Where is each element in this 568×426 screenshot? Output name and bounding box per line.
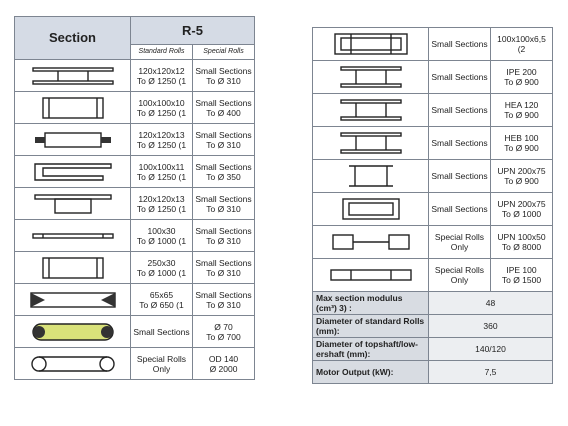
hea-roll-icon	[313, 94, 429, 127]
standard-rolls-cell: Small Sections	[131, 316, 193, 348]
special-rolls-cell: HEB 100 To Ø 900	[491, 127, 553, 160]
channel-roll-icon	[15, 156, 131, 188]
ipe-box-roll-icon	[313, 28, 429, 61]
section-header: Section	[15, 17, 131, 60]
spec-label: Diameter of topshaft/low- ershaft (mm):	[313, 338, 429, 361]
square-bar-roll-icon	[15, 252, 131, 284]
standard-rolls-cell: Small Sections	[429, 127, 491, 160]
upn-box-roll-icon	[313, 193, 429, 226]
wide-flange-roll-icon	[15, 60, 131, 92]
standard-rolls-cell: 100x30 To Ø 1000 (1	[131, 220, 193, 252]
spec-row	[313, 361, 553, 384]
standard-rolls-cell: 120x120x12 To Ø 1250 (1	[131, 60, 193, 92]
angle-roll-icon	[15, 124, 131, 156]
spec-label: Diameter of standard Rolls (mm):	[313, 315, 429, 338]
heb-roll-icon	[313, 127, 429, 160]
special-rolls-cell: Small Sections To Ø 310	[193, 60, 255, 92]
section-row	[15, 124, 255, 156]
special-rolls-cell: Small Sections To Ø 310	[193, 124, 255, 156]
flat-bar-roll-icon	[15, 220, 131, 252]
standard-rolls-cell: Special Rolls Only	[131, 348, 193, 380]
section-row	[313, 61, 553, 94]
section-row	[313, 259, 553, 292]
special-rolls-cell: Small Sections To Ø 310	[193, 284, 255, 316]
box-roll-icon	[15, 92, 131, 124]
standard-rolls-subheader: Standard Rolls	[131, 45, 193, 60]
section-row	[15, 284, 255, 316]
spec-value: 7,5	[429, 361, 553, 384]
standard-rolls-cell: 120x120x13 To Ø 1250 (1	[131, 188, 193, 220]
round-bar-roll-icon	[15, 316, 131, 348]
section-row	[313, 193, 553, 226]
special-rolls-cell: IPE 200 To Ø 900	[491, 61, 553, 94]
special-rolls-cell: OD 140 Ø 2000	[193, 348, 255, 380]
section-row	[313, 160, 553, 193]
upn-special-roll-icon	[313, 226, 429, 259]
standard-rolls-cell: 120x120x13 To Ø 1250 (1	[131, 124, 193, 156]
spec-row	[313, 292, 553, 315]
spec-value: 360	[429, 315, 553, 338]
spec-row	[313, 315, 553, 338]
special-rolls-cell: UPN 100x50 To Ø 8000	[491, 226, 553, 259]
standard-rolls-cell: 65x65 To Ø 650 (1	[131, 284, 193, 316]
section-row	[15, 252, 255, 284]
upn-roll-icon	[313, 160, 429, 193]
special-rolls-cell: 100x100x6,5 (2	[491, 28, 553, 61]
standard-rolls-cell: 100x100x10 To Ø 1250 (1	[131, 92, 193, 124]
special-rolls-cell: IPE 100 To Ø 1500	[491, 259, 553, 292]
section-row	[313, 226, 553, 259]
standard-rolls-cell: Small Sections	[429, 193, 491, 226]
spec-value: 48	[429, 292, 553, 315]
section-row	[313, 28, 553, 61]
special-rolls-cell: UPN 200x75 To Ø 900	[491, 160, 553, 193]
standard-rolls-cell: Special Rolls Only	[429, 226, 491, 259]
special-rolls-cell: Small Sections To Ø 310	[193, 252, 255, 284]
standard-rolls-cell: Small Sections	[429, 61, 491, 94]
special-rolls-subheader: Special Rolls	[193, 45, 255, 60]
section-row	[15, 348, 255, 380]
ipe-special-roll-icon	[313, 259, 429, 292]
standard-rolls-cell: 250x30 To Ø 1000 (1	[131, 252, 193, 284]
section-row	[15, 220, 255, 252]
section-row	[15, 60, 255, 92]
section-row	[15, 92, 255, 124]
spec-label: Motor Output (kW):	[313, 361, 429, 384]
section-row	[313, 94, 553, 127]
ipe-roll-icon	[313, 61, 429, 94]
special-rolls-cell: Small Sections To Ø 350	[193, 156, 255, 188]
spec-value: 140/120	[429, 338, 553, 361]
section-row	[15, 188, 255, 220]
round-tube-roll-icon	[15, 348, 131, 380]
spec-label: Max section modulus (cm³) 3) :	[313, 292, 429, 315]
special-rolls-cell: Small Sections To Ø 310	[193, 220, 255, 252]
standard-rolls-cell: Special Rolls Only	[429, 259, 491, 292]
special-rolls-cell: Ø 70 To Ø 700	[193, 316, 255, 348]
standard-rolls-cell: Small Sections	[429, 94, 491, 127]
standard-rolls-cell: Small Sections	[429, 160, 491, 193]
left-spec-table	[14, 16, 255, 380]
section-row	[15, 156, 255, 188]
right-spec-table	[312, 27, 553, 384]
special-rolls-cell: Small Sections To Ø 400	[193, 92, 255, 124]
special-rolls-cell: UPN 200x75 To Ø 1000	[491, 193, 553, 226]
section-row	[313, 127, 553, 160]
section-row	[15, 316, 255, 348]
spec-row	[313, 338, 553, 361]
square-tube-roll-icon	[15, 284, 131, 316]
special-rolls-cell: HEA 120 To Ø 900	[491, 94, 553, 127]
special-rolls-cell: Small Sections To Ø 310	[193, 188, 255, 220]
model-header: R-5	[131, 17, 255, 45]
standard-rolls-cell: Small Sections	[429, 28, 491, 61]
tee-roll-icon	[15, 188, 131, 220]
standard-rolls-cell: 100x100x11 To Ø 1250 (1	[131, 156, 193, 188]
